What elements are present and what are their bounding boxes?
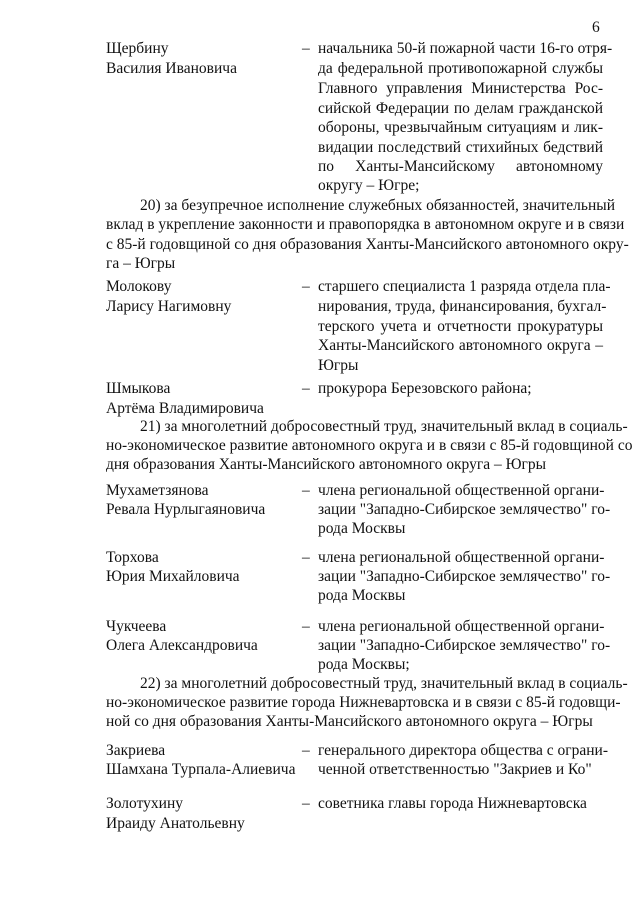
person-given-name: Артёма Владимировича: [106, 400, 264, 417]
dash: –: [302, 482, 310, 499]
person-description: округу – Югре;: [318, 177, 420, 194]
dash: –: [302, 742, 310, 759]
person-description: сийской Федерации по делам гражданской: [318, 100, 603, 117]
person-name: Золотухину: [106, 795, 184, 812]
person-description: Ханты-Мансийского автономного округа –: [318, 337, 603, 354]
dash: –: [302, 278, 310, 295]
person-description: ченной ответственностью "Закриев и Ко": [318, 761, 592, 778]
dash: –: [302, 40, 310, 57]
dash: –: [302, 795, 310, 812]
person-description: терского учета и отчетности прокуратуры: [318, 318, 603, 335]
section-paragraph: вклад в укрепление законности и правопорядка в автономном округе и в связи: [106, 216, 625, 233]
person-description: члена региональной общественной органи-: [318, 618, 605, 635]
person-description: Главного управления Министерства Рос-: [318, 80, 603, 97]
person-name: Закриева: [106, 742, 166, 759]
person-description: рода Москвы: [318, 520, 406, 537]
section-paragraph: ной со дня образования Ханты-Мансийского автономного округа – Югры: [106, 713, 593, 730]
section-paragraph: с 85-й годовщиной со дня образования Ханты-Мансийского автономного окру-: [106, 236, 629, 253]
person-given-name: Юрия Михайловича: [106, 568, 240, 585]
person-description: зации "Западно-Сибирское землячество" го-: [318, 637, 611, 654]
person-description: прокурора Березовского района;: [318, 380, 532, 397]
section-paragraph: 21) за многолетний добросовестный труд, значительный вклад в социаль-: [140, 418, 628, 435]
person-given-name: Шамхана Турпала-Алиевича: [106, 761, 296, 778]
dash: –: [302, 380, 310, 397]
person-given-name: Олега Александровича: [106, 637, 258, 654]
section-paragraph: но-экономическое развитие города Нижневартовска и в связи с 85-й годовщи-: [106, 694, 621, 711]
person-name: Чукчеева: [106, 618, 167, 635]
person-description: рода Москвы: [318, 587, 406, 604]
person-description: видации последствий стихийных бедствий: [318, 139, 603, 156]
person-given-name: Василия Ивановича: [106, 60, 237, 77]
person-description: обороны, чрезвычайным ситуациям и лик-: [318, 119, 603, 136]
person-description: члена региональной общественной органи-: [318, 549, 605, 566]
section-paragraph: но-экономическое развитие автономного округа и в связи с 85-й годовщиной со: [106, 437, 633, 454]
person-description: рода Москвы;: [318, 656, 410, 673]
section-paragraph: 22) за многолетний добросовестный труд, значительный вклад в социаль-: [140, 675, 628, 692]
person-description: начальника 50-й пожарной части 16-го отря-: [318, 40, 613, 57]
section-paragraph: 20) за безупречное исполнение служебных обязанностей, значительный: [140, 197, 615, 214]
dash: –: [302, 618, 310, 635]
person-description: по Ханты-Мансийскому автономному: [318, 158, 603, 175]
section-paragraph: га – Югры: [106, 255, 176, 272]
person-given-name: Ларису Нагимовну: [106, 298, 232, 315]
person-description: да федеральной противопожарной службы: [318, 60, 603, 77]
person-description: зации "Западно-Сибирское землячество" го-: [318, 568, 611, 585]
person-name: Мухаметзянова: [106, 482, 209, 499]
person-name: Шмыкова: [106, 380, 171, 397]
section-paragraph: дня образования Ханты-Мансийского автономного округа – Югры: [106, 456, 547, 473]
person-description: члена региональной общественной органи-: [318, 482, 605, 499]
person-description: зации "Западно-Сибирское землячество" го-: [318, 501, 611, 518]
page-number: 6: [592, 19, 600, 36]
person-description: старшего специалиста 1 разряда отдела пла-: [318, 278, 611, 295]
dash: –: [302, 549, 310, 566]
person-name: Торхова: [106, 549, 159, 566]
person-given-name: Ираиду Анатольевну: [106, 815, 245, 832]
person-name: Молокову: [106, 278, 172, 295]
person-description: Югры: [318, 357, 359, 374]
person-description: генерального директора общества с ограни-: [318, 742, 608, 759]
person-given-name: Ревала Нурлыгаяновича: [106, 501, 266, 518]
person-description: нирования, труда, финансирования, бухгал-: [318, 298, 607, 315]
person-description: советника главы города Нижневартовска: [318, 795, 587, 812]
person-name: Щербину: [106, 40, 169, 57]
